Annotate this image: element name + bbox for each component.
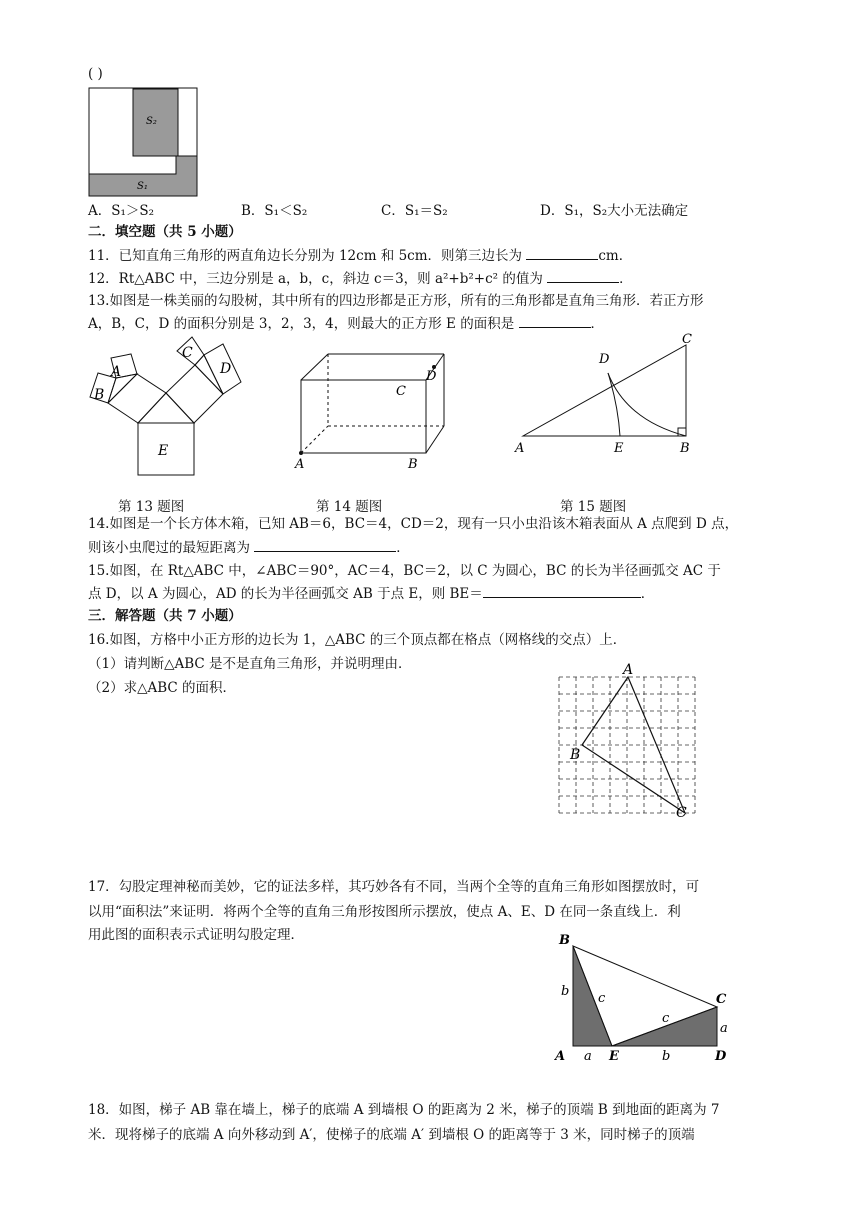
section2-heading: 二．填空题（共 5 小题） (88, 224, 242, 240)
q10-option-b: B．S₁＜S₂ (241, 203, 308, 219)
fig17-label-side-c1: c (598, 991, 606, 1006)
fig17-label-side-a1: a (720, 1021, 728, 1036)
fig17-label-e: E (609, 1049, 619, 1064)
fig14-point-a (299, 451, 303, 455)
fig13-square-left (108, 374, 166, 423)
q17-line1: 17．勾股定理神秘而美妙，它的证法多样，其巧妙各有不同，当两个全等的直角三角形如图摆放时，可 (88, 879, 700, 895)
fig13-caption: 第 13 题图 (118, 499, 185, 515)
fig13-square-right (166, 365, 223, 423)
fig15-triangle-arcs (510, 333, 710, 463)
q14-answer-blank[interactable] (254, 537, 396, 552)
q13-answer-blank[interactable] (519, 313, 591, 328)
fig15-label-a: A (515, 441, 525, 456)
fig14-label-d: D (426, 369, 437, 384)
q16-line1: 16.如图，方格中小正方形的边长为 1，△ABC 的三个顶点都在格点（网格线的交点）上． (88, 632, 627, 648)
fig13-triangle-main (138, 393, 194, 423)
fig14-label-b: B (408, 457, 418, 472)
fig15-label-d: D (599, 352, 610, 367)
q12-text: 12．Rt△ABC 中，三边分别是 a，b，c，斜边 c＝3，则 a²+b²+c² 的值为 (88, 271, 548, 287)
q12-answer-blank[interactable] (547, 268, 619, 283)
q13-line1: 13.如图是一株美丽的勾股树，其中所有的四边形都是正方形，所有的三角形都是直角三角形．若正方形 (88, 293, 704, 309)
fig15-label-c: C (682, 333, 692, 347)
fig16-grid (559, 677, 695, 813)
q12 (88, 268, 633, 289)
fig17-label-side-c2: c (662, 1011, 670, 1026)
q11-answer-blank[interactable] (526, 245, 598, 260)
fig17-label-b: B (559, 933, 570, 948)
q15-after: ． (640, 586, 655, 602)
q10-s2-label: S₂ (146, 116, 157, 127)
q18-line2: 米．现将梯子的底端 A 向外移动到 A′，使梯子的底端 A′ 到墙根 O 的距离等于 3 米，同时梯子的顶端 (88, 1127, 695, 1143)
q17-line2: 以用“面积法”来证明．将两个全等的直角三角形按图所示摆放，使点 A、E、D 在同一条直线上．利 (88, 904, 681, 920)
q18-line1: 18．如图，梯子 AB 靠在墙上，梯子的底端 A 到墙根 O 的距离为 2 米，梯子的顶端 B 到地面的距离为 7 (88, 1102, 720, 1118)
fig17-label-side-a2: a (584, 1049, 592, 1064)
q10-s1-label: S₁ (137, 181, 148, 192)
q14-line2 (88, 537, 410, 558)
fig14-front-face (301, 380, 426, 453)
q14-line1: 14.如图是一个长方体木箱，已知 AB＝6，BC＝4，CD＝2，现有一只小虫沿该木箱表面从 A 点爬到 D 点， (88, 516, 739, 532)
q13-line2 (88, 313, 604, 334)
q10-answer-paren: ( ) (88, 66, 103, 82)
fig15-label-b: B (680, 441, 690, 456)
fig13-label-d: D (220, 361, 232, 377)
q11-text: 11．已知直角三角形的两直角边长分别为 12cm 和 5cm．则第三边长为 (88, 248, 527, 264)
q15-line1: 15.如图，在 Rt△ABC 中，∠ABC＝90°，AC＝4，BC＝2，以 C 为圆心，BC 的长为半径画弧交 AC 于 (88, 563, 721, 579)
fig14-caption: 第 14 题图 (316, 499, 383, 515)
q17-line3: 用此图的面积表示式证明勾股定理． (88, 927, 304, 943)
fig13-label-a: A (111, 364, 122, 380)
fig14-label-c: C (396, 384, 406, 399)
q13-text: A，B，C，D 的面积分别是 3，2，3，4，则最大的正方形 E 的面积是 (88, 316, 519, 332)
q16-sub1: （1）请判断△ABC 是不是直角三角形，并说明理由． (88, 656, 412, 672)
fig16-label-a: A (623, 662, 634, 678)
q11-after: cm． (598, 248, 633, 264)
fig14-label-a: A (295, 457, 305, 472)
fig17-label-side-b2: b (662, 1049, 671, 1064)
q11 (88, 245, 632, 266)
q10-figure (88, 87, 198, 197)
fig13-pythagoras-tree (86, 333, 256, 483)
fig14-cuboid (286, 345, 456, 475)
fig13-label-e: E (158, 443, 169, 459)
q15-text: 点 D，以 A 为圆心，AD 的长为半径画弧交 AB 于点 E，则 BE＝ (88, 586, 483, 602)
fig15-caption: 第 15 题图 (560, 499, 627, 515)
fig17-label-side-b: b (561, 984, 570, 999)
fig15-label-e: E (614, 441, 624, 456)
q10-option-a: A．S₁＞S₂ (88, 203, 155, 219)
fig16-label-b: B (570, 747, 581, 763)
section3-heading: 三．解答题（共 7 小题） (88, 608, 242, 624)
q16-sub2: （2）求△ABC 的面积． (88, 680, 237, 696)
q13-after: ． (590, 316, 604, 332)
q12-after: ． (619, 271, 633, 287)
fig17-label-a: A (555, 1049, 566, 1064)
q10-option-d: D．S₁，S₂大小无法确定 (540, 203, 689, 219)
q15-answer-blank[interactable] (483, 583, 641, 598)
fig16-grid-triangle (555, 662, 705, 822)
fig17-label-c: C (716, 992, 727, 1007)
fig17-label-d: D (715, 1049, 727, 1064)
fig17-congruent-triangles (552, 930, 742, 1070)
q14-text: 则该小虫爬过的最短距离为 (88, 540, 255, 556)
q10-option-c: C．S₁＝S₂ (381, 203, 448, 219)
fig13-label-b: B (94, 387, 105, 403)
fig13-label-c: C (182, 345, 193, 361)
fig16-label-c: C (676, 805, 687, 821)
q14-after: ． (396, 540, 410, 556)
q15-line2 (88, 583, 654, 604)
